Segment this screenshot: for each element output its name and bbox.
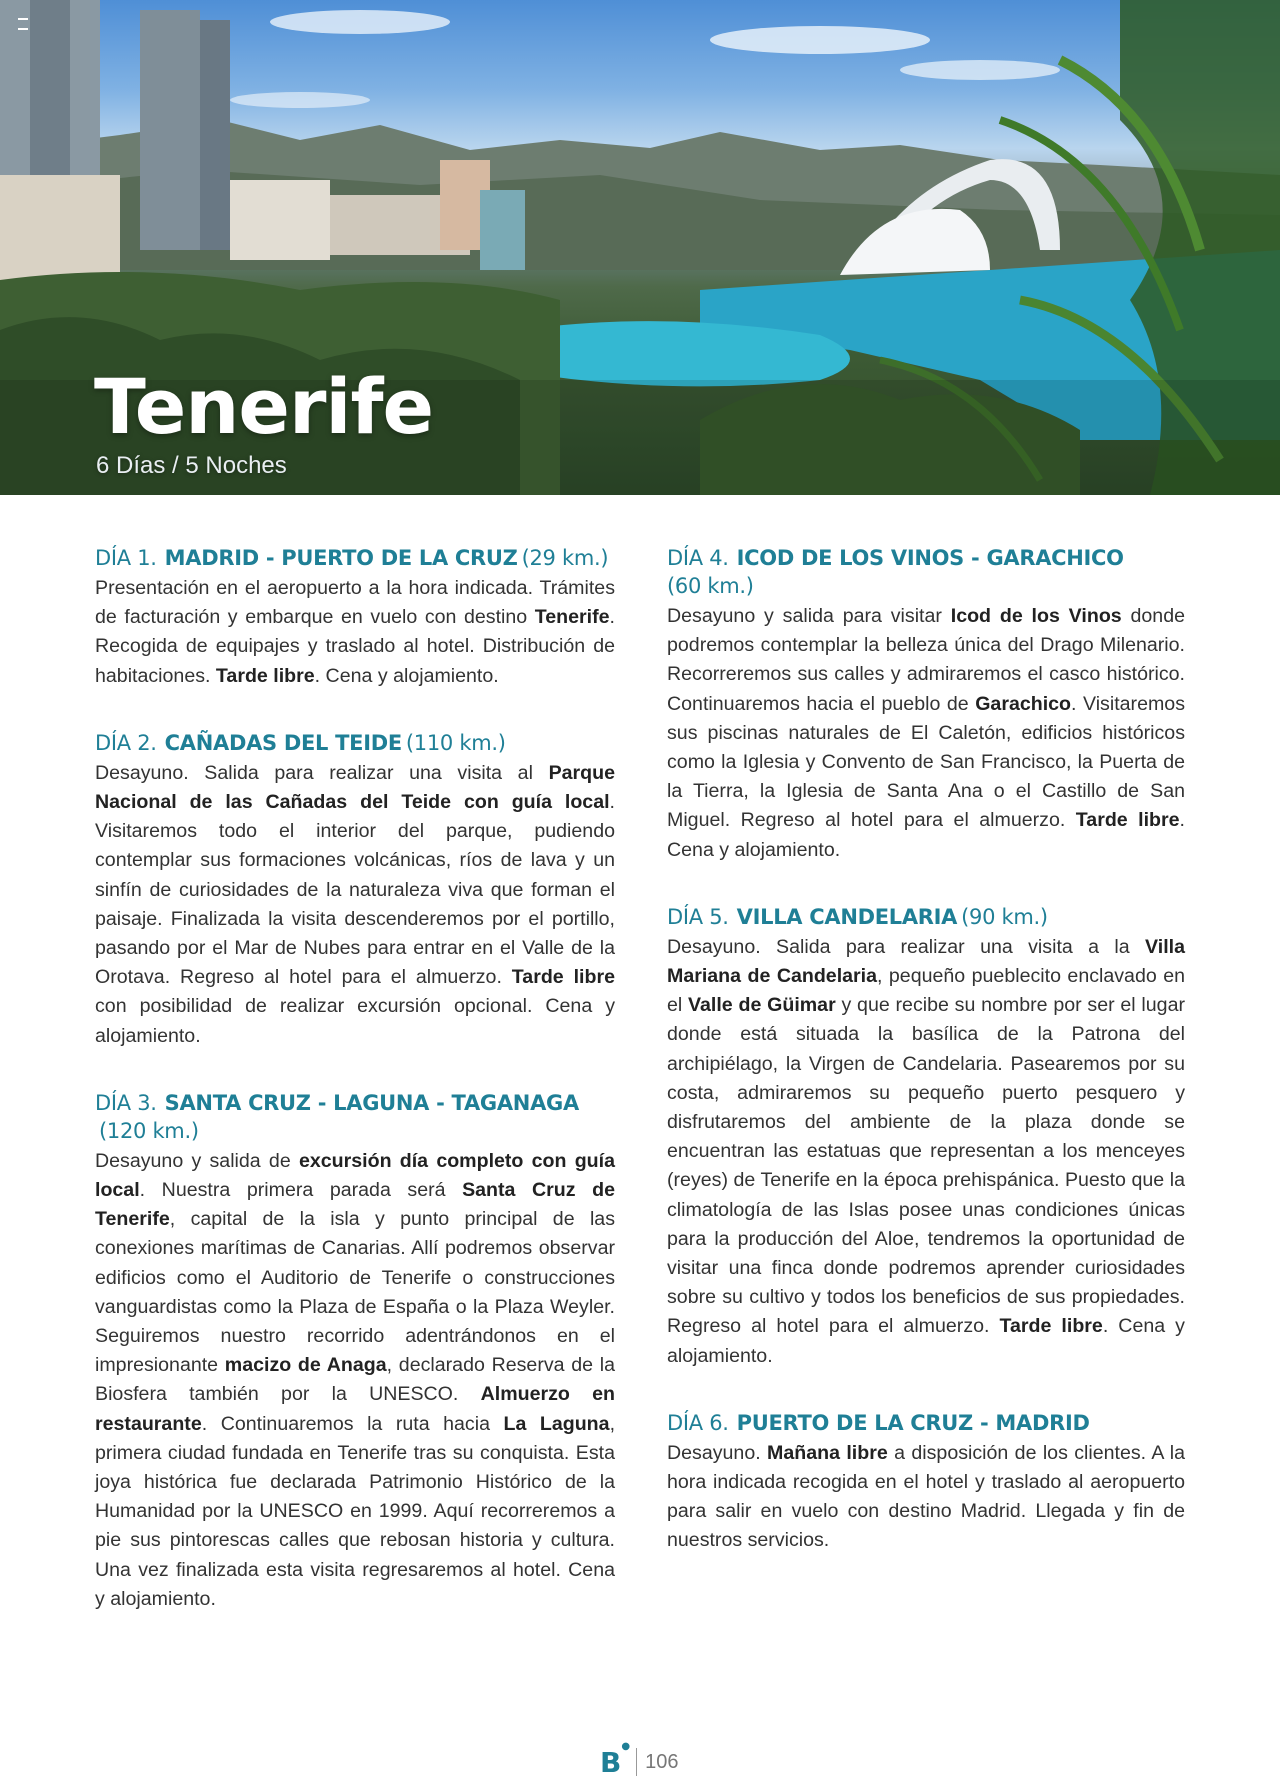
footer-divider <box>636 1748 637 1776</box>
itinerary-column-right <box>667 544 1185 1594</box>
day-heading <box>95 544 615 572</box>
day-route: PUERTO DE LA CRUZ - MADRID <box>736 1410 1090 1435</box>
day-route: ICOD DE LOS VINOS - GARACHICO <box>736 546 1124 570</box>
day-distance: (60 km.) <box>667 574 754 598</box>
page-number: 106 <box>645 1750 679 1773</box>
page-title: Tenerife <box>94 362 434 451</box>
day-heading <box>95 729 615 757</box>
day-distance: (120 km.) <box>99 1118 199 1143</box>
day-description: Desayuno. Mañana libre a disposición de los clientes. A la hora indicada recogida en el hotel y traslado al aeropuerto para salir en vuelo con destino Madrid. Llegada y fin de nuestros servicios. <box>667 1441 1185 1552</box>
day-section <box>95 1089 615 1614</box>
day-label: DÍA 1. <box>95 546 157 570</box>
day-section <box>95 544 615 691</box>
day-section <box>95 729 615 1051</box>
day-description: Desayuno. Salida para realizar una visita al Parque Nacional de las Cañadas del Teide con guía local. Visitaremos todo el interior del parque, pudiendo contemplar sus formaciones volcánicas, ríos de lava y un sinfín de curiosidades de la naturaleza viva que forman el paisaje. Finalizada la visita descenderemos por el portillo, pasando por el Mar de Nubes para entrar en el Valle de la Orotava. Regreso al hotel para el almuerzo. Tarde libre con posibilidad de realizar excursión opcional. Cena y alojamiento. <box>95 761 615 1047</box>
day-distance: (110 km.) <box>405 730 506 755</box>
day-section <box>667 544 1185 865</box>
day-description: Desayuno. Salida para realizar una visita a la Villa Mariana de Candelaria, pequeño pueblecito enclavado en el Valle de Güimar y que recibe su nombre por ser el lugar donde está situada la basílica de la Patrona del archipiélago, la Virgen de Candelaria. Pasearemos por su costa, admiraremos su pequeño puerto pesquero y disfrutaremos del ambiente de la plaza donde se encuentran las estatuas que representan a los menceyes (reyes) de Tenerife en la época prehispánica. Puesto que la climatología de las Islas posee unas condiciones únicas para la producción del Aloe, tendremos la oportunidad de visitar una finca donde podremos aprender curiosidades sobre su cultivo y todos los beneficios de sus propiedades. Regreso al hotel para el almuerzo. Tarde libre. Cena y alojamiento. <box>667 935 1185 1367</box>
day-route: MADRID - PUERTO DE LA CRUZ <box>164 546 518 570</box>
hero-banner <box>0 0 1280 495</box>
day-label: DÍA 3. <box>95 1090 157 1115</box>
day-distance: (90 km.) <box>961 904 1048 929</box>
day-route: SANTA CRUZ - LAGUNA - TAGANAGA <box>164 1090 579 1115</box>
day-heading <box>95 1089 615 1145</box>
day-label: DÍA 4. <box>667 546 729 570</box>
itinerary-column-left <box>95 544 615 1652</box>
day-label: DÍA 2. <box>95 730 157 755</box>
day-description: Desayuno y salida de excursión día completo con guía local. Nuestra primera parada será Santa Cruz de Tenerife, capital de la isla y punto principal de las conexiones marítimas de Canarias. Allí podremos observar edificios como el Auditorio de Tenerife o construcciones vanguardistas como la Plaza de España o la Plaza Weyler. Seguiremos nuestro recorrido adentrándonos en el impresionante macizo de Anaga, declarado Reserva de la Biosfera también por la UNESCO. Almuerzo en restaurante. Continuaremos la ruta hacia La Laguna, primera ciudad fundada en Tenerife tras su conquista. Esta joya histórica fue declarada Patrimonio Histórico de la Humanidad por la UNESCO en 1999. Aquí recorreremos a pie sus pintorescas calles que rebosan historia y cultura. Una vez finalizada esta visita regresaremos al hotel. Cena y alojamiento. <box>95 1149 616 1610</box>
page-footer <box>600 1742 678 1782</box>
day-distance: (29 km.) <box>521 546 609 570</box>
day-section <box>667 1409 1185 1556</box>
day-section <box>667 903 1185 1371</box>
day-heading <box>667 1409 1185 1437</box>
day-label: DÍA 5. <box>667 904 729 929</box>
day-heading <box>667 903 1185 931</box>
day-route: VILLA CANDELARIA <box>736 904 958 929</box>
day-heading <box>667 544 1185 600</box>
menu-icon <box>18 18 28 30</box>
duration-subtitle: 6 Días / 5 Noches <box>96 452 287 479</box>
day-label: DÍA 6. <box>667 1410 729 1435</box>
day-description: Desayuno y salida para visitar Icod de los Vinos donde podremos contemplar la belleza única del Drago Milenario. Recorreremos sus calles y admiraremos el casco histórico. Continuaremos hacia el pueblo de Garachico. Visitaremos sus piscinas naturales de El Caletón, edificios históricos como la Iglesia y Convento de San Francisco, la Puerta de la Tierra, la Iglesia de Santa Ana o el Castillo de San Miguel. Regreso al hotel para el almuerzo. Tarde libre. Cena y alojamiento. <box>667 605 1186 861</box>
brand-logo: B● <box>600 1741 631 1779</box>
day-description: Presentación en el aeropuerto a la hora indicada. Trámites de facturación y embarque en vuelo con destino Tenerife. Recogida de equipajes y traslado al hotel. Distribución de habitaciones. Tarde libre. Cena y alojamiento. <box>95 577 615 687</box>
day-route: CAÑADAS DEL TEIDE <box>164 730 402 755</box>
